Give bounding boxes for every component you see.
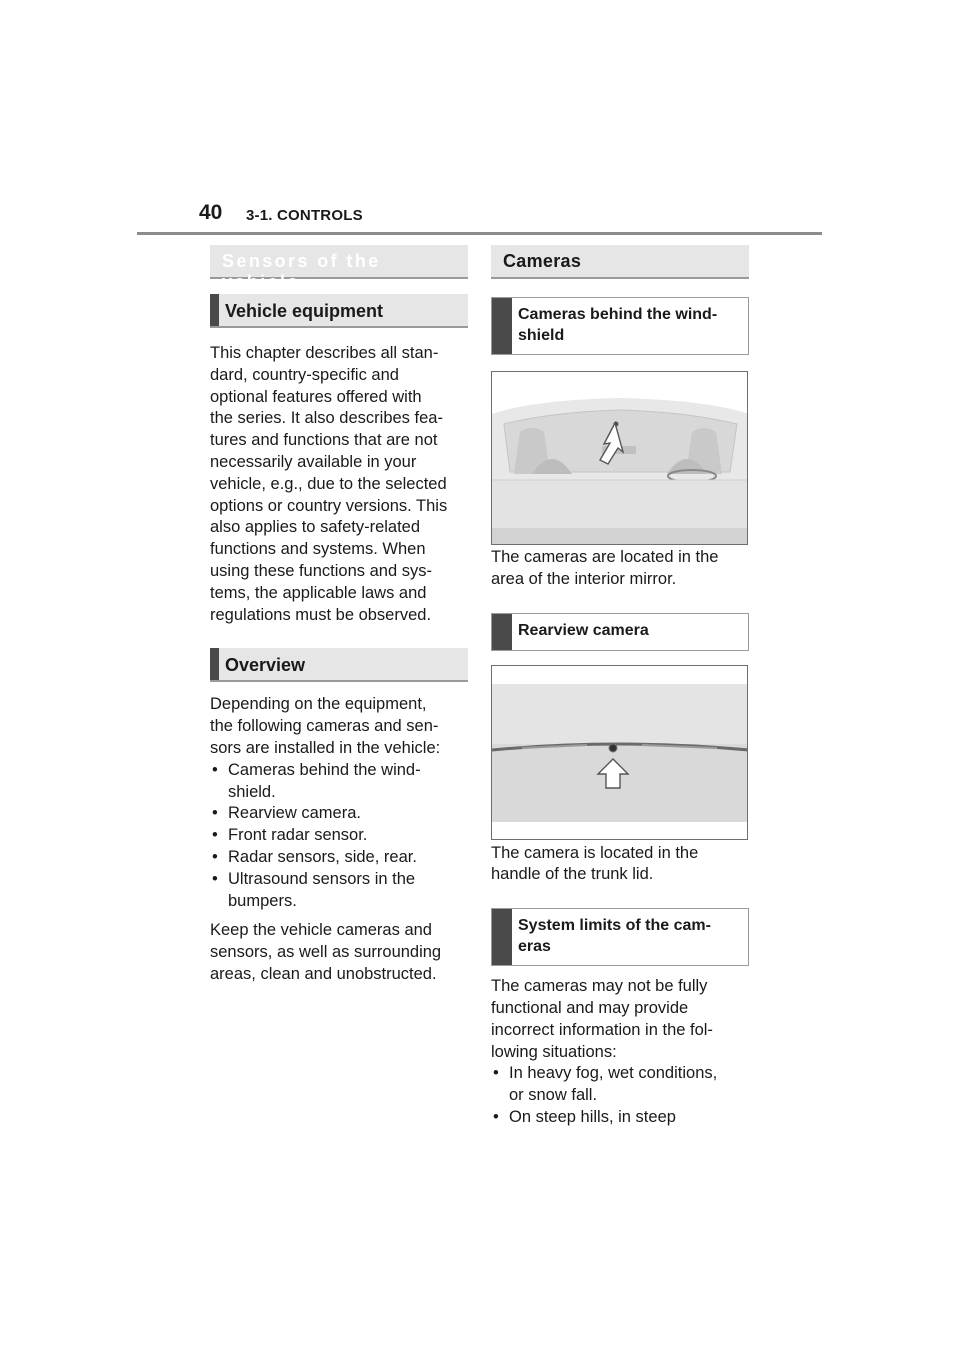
list-item: • Rearview camera.: [210, 803, 468, 825]
list-item: • Ultrasound sensors in the bumpers.: [210, 869, 468, 913]
list-item: • On steep hills, in steep: [491, 1107, 749, 1129]
heading-system-limits: [491, 908, 749, 966]
heading-text: Rearview camera: [518, 621, 649, 639]
header-rule: [137, 232, 822, 235]
subheading-text: Vehicle equipment: [225, 301, 384, 321]
subheading-vehicle-equipment: [210, 294, 468, 328]
sensor-list: [210, 760, 468, 913]
rearview-camera-illustration: [491, 665, 748, 840]
heading-cameras-windshield: [491, 297, 749, 355]
list-item: • Front radar sensor.: [210, 825, 468, 847]
system-limits-paragraph: The cameras may not be fully functional and may provide incorrect information in the fol- lowing situations:: [491, 977, 713, 1061]
overview-intro: Depending on the equipment, the following cameras and sen- sors are installed in the vehicle:: [210, 695, 441, 757]
heading-bar: [492, 298, 512, 354]
right-column: [491, 245, 749, 1129]
rearview-caption: The camera is located in the handle of the trunk lid.: [491, 843, 699, 884]
list-item: • Cameras behind the wind- shield.: [210, 760, 468, 804]
overview-outro: Keep the vehicle cameras and sensors, as well as surrounding areas, clean and unobstructed.: [210, 921, 442, 983]
list-item: • In heavy fog, wet conditions, or snow fall.: [491, 1063, 749, 1107]
windshield-camera-illustration: [491, 371, 748, 545]
heading-bar: [210, 648, 219, 680]
heading-bar: [210, 294, 219, 326]
heading-bar: [492, 614, 512, 650]
vehicle-equipment-paragraph: This chapter describes all stan- dard, country-specific and optional features offered with the series. It also describes fea- tures and functions that are not necessarily available in your vehicle, e.g., due to the selected options or country versions. This also applies to safety-related functions and systems. When using these functions and sys- tems, the applicable laws and regulations must be observed.: [210, 344, 448, 624]
left-column: [210, 245, 468, 986]
section-title-cameras: Cameras: [491, 245, 749, 279]
chapter-title: 3-1. CONTROLS: [246, 207, 363, 224]
heading-bar: [492, 909, 512, 965]
list-item: • Radar sensors, side, rear.: [210, 847, 468, 869]
system-limits-list: [491, 1063, 749, 1128]
heading-text: System limits of the cam- eras: [518, 917, 711, 956]
section-title-sensors: Sensors of the vehicle: [210, 245, 468, 279]
page-number: 40: [199, 201, 223, 224]
windshield-caption: The cameras are located in the area of the interior mirror.: [491, 548, 719, 588]
subheading-text: Overview: [225, 655, 306, 676]
rearview-camera-drawing: [492, 666, 748, 840]
windshield-camera-drawing: [492, 372, 748, 545]
heading-rearview-camera: [491, 613, 749, 651]
heading-text: Cameras behind the wind- shield: [518, 306, 718, 344]
subheading-overview: [210, 648, 468, 682]
